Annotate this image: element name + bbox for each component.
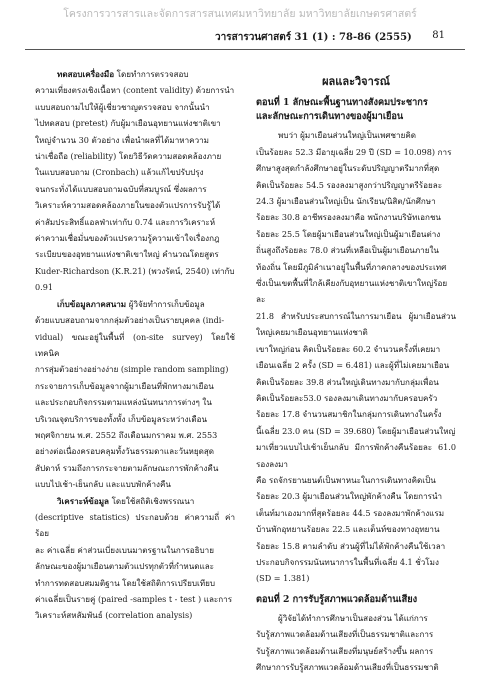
left-column <box>35 66 235 624</box>
paragraph-text: โดยทำการตรวจสอบ ความเที่ยงตรงเชิงเนื้อหา (content validity) ด้วยการนำ แบบสอบถามไปให้ผู้เชี่ยวชาญตรวจสอบ จากนั้นนำ ไปทดสอบ (pretest) กับผู้มาเยือนอุทยานแห่งชาติเขา ใหญ่จำนวน 30 ตัวอย่าง เพื่อนำผลที่ได้มาหาความ น่าเชื่อถือ (reliability) โดยวิธีวัดความสอดคล้องภาย ในแบบสอบถาม (Cronbach) แล้วแก้ไขปรับปรุง จนกระทั่งได้แบบสอบถามฉบับที่สมบูรณ์ ซึ่งผลการ วิเคราะห์ความสอดคล้องภายในของตัวแปรการรับรู้ได้ ค่าสัมประสิทธิ์แอลฟ่าเท่ากับ 0.74 และการวิเคราะห์ ค่าความเชื่อมั่นของตัวแปรความรู้ความเข้าใจเรื่องกฎ ระเบียบของอุทยานแห่งชาติเขาใหญ่ คำนวณโดยสูตร Kuder-Richardson (K.R.21) (พวงรัตน์, 2540) เท่ากับ 0.91 <box>35 69 235 293</box>
paragraph-lead: วิเคราะห์ข้อมูล <box>57 495 109 506</box>
paragraph-data-analysis <box>35 493 235 624</box>
paragraph-text: โดยใช้สถิติเชิงพรรณนา (descriptive statistics) ประกอบด้วย ค่าความถี่ ค่าร้อย ละ ค่าเฉลี่ย ค่าส่วนเบี่ยงเบนมาตรฐานในการอธิบาย ลักษณะของผู้มาเยือนตามตัวแปรทุกตัวที่กำหนดและ ทำการทดสอบสมมติฐาน โดยใช้สถิติการเปรียบเทียบ ค่าเฉลี่ยเป็นรายคู่ (paired -samples t - test ) และการ วิเคราะห์สหสัมพันธ์ (correlation analysis) <box>35 495 235 621</box>
watermark: โครงการวารสารและจัดการสารสนเทศมหาวิทยาลัย มหาวิทยาลัยเกษตรศาสตร์ <box>63 8 417 20</box>
page-number: 81 <box>432 30 445 41</box>
running-header <box>0 30 480 44</box>
paragraph-section2: ผู้วิจัยได้ทำการศึกษาเป็นสองส่วน ได้แก่การ รับรู้สภาพแวดล้อมด้านเสียงที่เป็นธรรมชาติและการ รับรู้สภาพแวดล้อมด้านเสียงที่มนุษย์สร้างขึ้น ผลการ ศึกษาการรับรู้สภาพแวดล้อมด้านเสียงที่เป็นธรรมชาติ <box>256 612 439 672</box>
right-column <box>256 66 456 675</box>
paragraph-lead: เก็บข้อมูลภาคสนาม <box>57 298 127 309</box>
paragraph-text: ผู้วิจัยทำการเก็บข้อมูล ด้วยแบบสอบถามจากกลุ่มตัวอย่างเป็นรายบุคคล (indi- vidual) ขณะอยู่ในพื้นที่ (on-site survey) โดยใช้เทคนิค การสุ่มตัวอย่างอย่างง่าย (simple random sampling) กระจายการเก็บข้อมูลจากผู้มาเยือนที่พักทางมาเยือน และประกอบกิจกรรมตามแหล่งนันทนาการต่างๆ ใน บริเวณจุดบริการของทั้งทั้ง เก็บข้อมูลระหว่างเดือน พฤศจิกายน พ.ศ. 2552 ถึงเดือนมกราคม พ.ศ. 2553 อย่างต่อเนื่องครอบคลุมทั้งวันธรรมดาและวันหยุดสุด สัปดาห์ รวมถึงการกระจายตามลักษณะการพักค้างคืน แบบไปเช้า-เย็นกลับ และแบบพักค้างคืน <box>35 298 235 490</box>
section-heading: ตอนที่ 2 การรับรู้สภาพแวดล้อมด้านเสียง <box>256 593 418 605</box>
journal-citation: วารสารวนศาสตร์ 31 (1) : 78-86 (2555) <box>215 32 412 43</box>
results-heading: ผลและวิจารณ์ <box>322 75 390 88</box>
section-heading: ตอนที่ 1 ลักษณะพื้นฐานทางสังคมประชากร และลักษณะการเดินทางของผู้มาเยือน <box>256 97 428 123</box>
paragraph-field-collection <box>35 296 235 493</box>
paragraph-lead: ทดสอบเครื่องมือ <box>57 69 115 79</box>
paragraph-section1: พบว่า ผู้มาเยือนส่วนใหญ่เป็นเพศชายคิด เป็นร้อยละ 52.3 มีอายุเฉลี่ย 29 ปี (SD = 10.098) การ ศึกษาสูงสุดกำลังศึกษาอยู่ในระดับปริญญาตรีมากที่สุด คิดเป็นร้อยละ 54.5 รองลงมาสูงกว่าปริญญาตรีร้อยละ 24.3 ผู้มาเยือนส่วนใหญ่เป็น นักเรียน/นิสิต/นักศึกษา ร้อยละ 30.8 อาชีพรองลงมาคือ พนักงานบริษัทเอกชน ร้อยละ 25.5 โดยผู้มาเยือนส่วนใหญ่เป็นผู้มาเยือนต่าง ถิ่นสูงถึงร้อยละ 78.0 ส่วนที่เหลือเป็นผู้มาเยือนภายใน ท้องถิ่น โดยมีภูมิลำเนาอยู่ในพื้นที่ภาคกลางของประเทศ ซึ่งเป็นเขตพื้นที่ใกล้เคียงกับอุทยานแห่งชาติเขาใหญ่ร้อยละ 21.8 สำหรับประสบการณ์ในการมาเยือน ผู้มาเยือนส่วนใหญ่เคยมาเยือนอุทยานแห่งชาติ เขาใหญ่ก่อน คิดเป็นร้อยละ 60.2 จำนวนครั้งที่เคยมา เยือนเฉลี่ย 2 ครั้ง (SD = 6.481) และผู้ที่ไม่เคยมาเยือน คิดเป็นร้อยละ 39.8 ส่วนใหญ่เดินทางมากับกลุ่มเพื่อน คิดเป็นร้อยละ53.0 รองลงมาเดินทางมากับครอบครัว ร้อยละ 17.8 จำนวนสมาชิกในกลุ่มการเดินทางในครั้ง นี้เฉลี่ย 23.0 คน (SD = 39.680) โดยผู้มาเยือนส่วนใหญ่ มาเที่ยวแบบไปเช้าเย็นกลับ มีการพักค้างคืนร้อยละ 61.0 รองลงมา คือ รถจักรยานยนต์เป็นพาหนะในการเดินทางคิดเป็น ร้อยละ 20.3 ผู้มาเยือนส่วนใหญ่พักค้างคืน โดยการนำ เต็นท์มาเองมากที่สุดร้อยละ 44.5 รองลงมาพักค้างแรม บ้านพักอุทยานร้อยละ 22.5 และเต็นท์ของทางอุทยาน ร้อยละ 15.8 ตามลำดับ ส่วนผู้ที่ไม่ได้พักค้างคืนใช้เวลา ประกอบกิจกรรมนันทนาการในพื้นที่เฉลี่ย 4.1 ชั่วโมง (SD = 1.381) <box>256 130 456 584</box>
header-rule <box>25 49 465 50</box>
paragraph-testing-instrument <box>35 66 235 296</box>
